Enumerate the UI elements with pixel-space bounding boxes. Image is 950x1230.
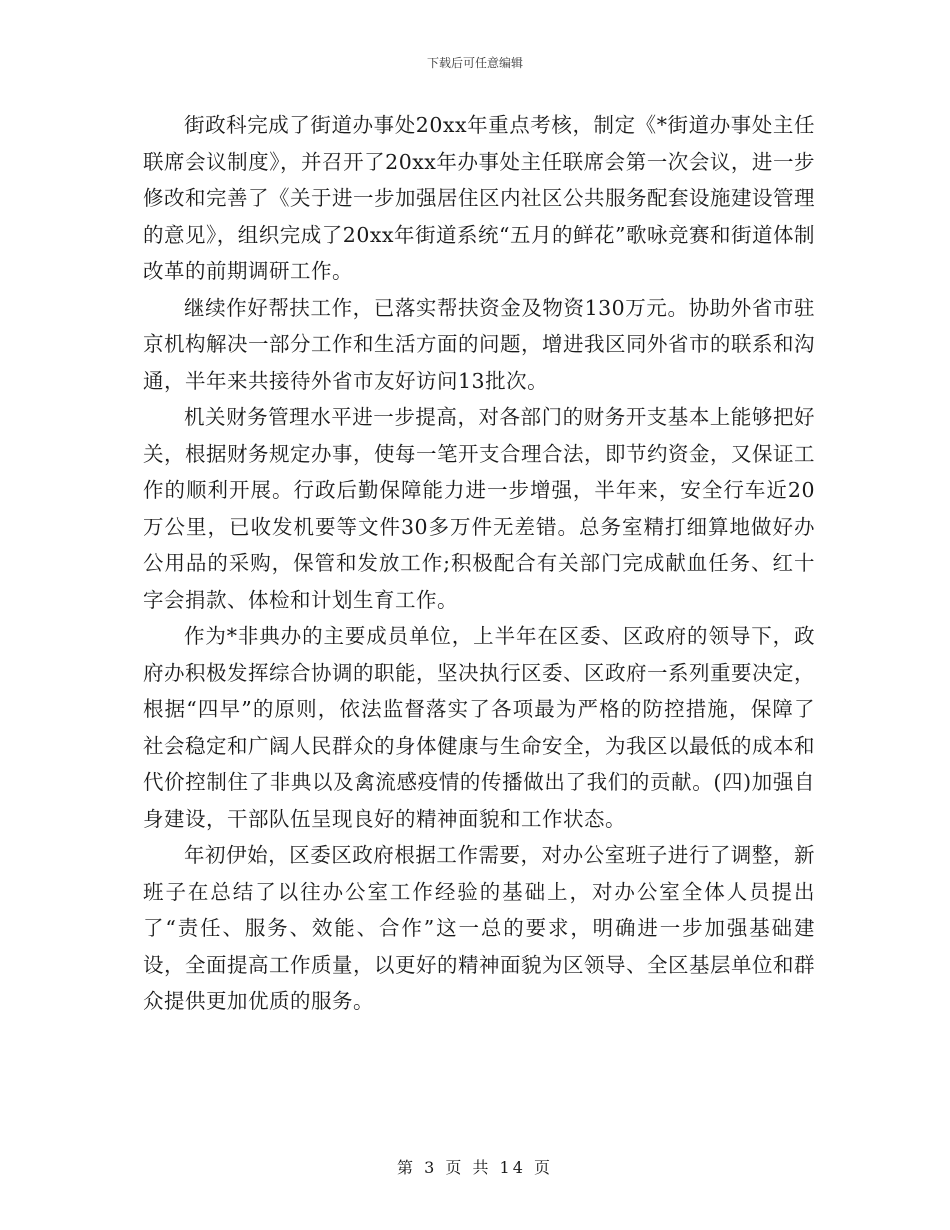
paragraph-2: 继续作好帮扶工作，已落实帮扶资金及物资130万元。协助外省市驻京机构解决一部分工作和生活方面的问题，增进我区同外省市的联系和沟通，半年来共接待外省市友好访问13批次。: [143, 295, 815, 393]
paragraph-4: 作为*非典办的主要成员单位，上半年在区委、区政府的领导下，政府办积极发挥综合协调的职能，坚决执行区委、区政府一系列重要决定，根据“四早”的原则，依法监督落实了各项最为严格的防控措施，保障了社会稳定和广阔人民群众的身体健康与生命安全，为我区以最低的成本和代价控制住了非典以及禽流感疫情的传播做出了我们的贡献。(四)加强自身建设，干部队伍呈现良好的精神面貌和工作状态。: [143, 624, 815, 831]
page-header: 下载后可任意编辑: [426, 56, 523, 70]
paragraph-5: 年初伊始，区委区政府根据工作需要，对办公室班子进行了调整，新班子在总结了以往办公室工作经验的基础上，对办公室全体人员提出了“责任、服务、效能、合作”这一总的要求，明确进一步加强基础建设，全面提高工作质量，以更好的精神面貌为区领导、全区基层单位和群众提供更加优质的服务。: [143, 843, 815, 1013]
page-number: 第 3 页 共 14 页: [397, 1158, 553, 1177]
paragraph-3: 机关财务管理水平进一步提高，对各部门的财务开支基本上能够把好关，根据财务规定办事，使每一笔开支合理合法，即节约资金，又保证工作的顺利开展。行政后勤保障能力进一步增强，半年来，安全行车近20万公里，已收发机要等文件30多万件无差错。总务室精打细算地做好办公用品的采购，保管和发放工作;积极配合有关部门完成献血任务、红十字会捐款、体检和计划生育工作。: [143, 405, 815, 612]
document-body: [143, 107, 815, 1020]
paragraph-1: 街政科完成了街道办事处20xx年重点考核，制定《*街道办事处主任联席会议制度》，并召开了20xx年办事处主任联席会第一次会议，进一步修改和完善了《关于进一步加强居住区内社区公共服务配套设施建设管理的意见》，组织完成了20xx年街道系统“五月的鲜花”歌咏竞赛和街道体制改革的前期调研工作。: [143, 113, 815, 283]
